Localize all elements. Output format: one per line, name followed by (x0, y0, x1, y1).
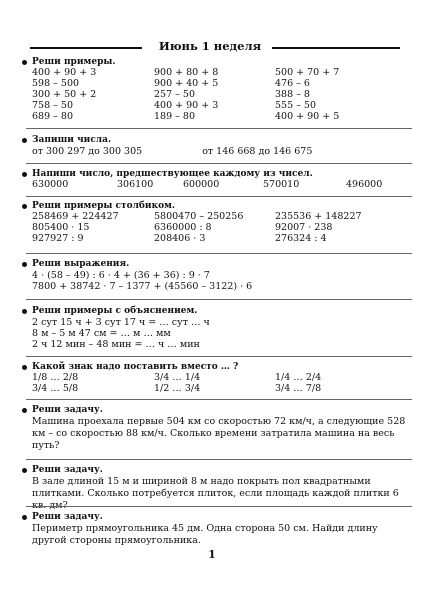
examples-grid (32, 68, 412, 123)
example-cell: 555 – 50 (275, 99, 317, 111)
section-heading: Запиши числа. (32, 135, 112, 145)
section-heading: Реши задачу. (32, 512, 103, 522)
section-divider (26, 399, 412, 400)
section-divider (26, 163, 412, 164)
units-line: 2 ч 12 мин – 48 мин = … ч … мин (32, 339, 200, 350)
fraction-cell: 3/4 … 1/4 (154, 372, 201, 383)
fraction-cell: 3/4 … 7/8 (275, 382, 322, 394)
bullet-icon (22, 468, 27, 473)
example-cell: 598 – 500 (32, 77, 80, 89)
section-expressions (22, 258, 412, 292)
example-cell: 689 – 80 (32, 110, 74, 122)
example-cell: 900 + 80 + 8 (154, 67, 219, 78)
range-line (32, 146, 412, 157)
example-cell: 235536 + 148227 (275, 211, 362, 222)
expression-line: 4 · (58 – 49) : 6 · 4 + (36 + 36) : 9 · 7 (32, 270, 210, 281)
fraction-cell: 1/8 … 2/8 (32, 372, 79, 383)
section-divider (26, 356, 412, 357)
example-cell: 500 + 70 + 7 (275, 67, 340, 78)
number-item: 306100 (117, 179, 154, 190)
section-heading: Реши задачу. (32, 405, 103, 415)
example-cell: 476 – 6 (275, 77, 310, 89)
column-examples-grid (32, 212, 412, 245)
numbers-row (32, 180, 412, 191)
section-compare-signs (22, 361, 412, 395)
bullet-icon (22, 262, 27, 267)
bullet-icon (22, 204, 27, 209)
example-cell: 927927 : 9 (32, 232, 84, 244)
number-item: 496000 (346, 179, 383, 190)
section-heading: Какой знак надо поставить вместо … ? (32, 362, 239, 372)
section-heading: Реши задачу. (32, 465, 103, 475)
problem-text: Периметр прямоугольника 45 дм. Одна сторона 50 см. Найди длину другой стороны прямоугольника. (32, 523, 378, 547)
section-problem-1 (22, 404, 412, 453)
number-item: 630000 (32, 179, 69, 190)
section-write-numbers (22, 134, 412, 157)
bullet-icon (22, 408, 27, 413)
section-divider (26, 253, 412, 254)
section-column-examples (22, 200, 412, 245)
section-divider (26, 128, 412, 129)
example-cell: 92007 · 238 (275, 221, 333, 233)
example-cell: 189 – 80 (154, 110, 196, 122)
section-explained-examples (22, 305, 412, 350)
bullet-icon (22, 172, 27, 177)
problem-text: В зале длиной 15 м и шириной 8 м надо покрыть пол квадратными плитками. Сколько потребуется плиток, если площадь каждой плитки 6 кв. дм? (32, 476, 399, 512)
example-cell: 208406 · 3 (154, 232, 206, 244)
number-item: 570010 (263, 179, 300, 190)
example-cell: 400 + 90 + 3 (32, 67, 97, 78)
page-title: Июнь 1 неделя (158, 39, 262, 53)
example-cell: 5800470 – 250256 (154, 211, 244, 222)
bullet-icon (22, 515, 27, 520)
section-heading: Реши примеры с объяснением. (32, 306, 198, 316)
page-header (30, 40, 400, 54)
bullet-icon (22, 138, 27, 143)
section-divider (26, 506, 412, 507)
units-line: 2 сут 15 ч + 3 сут 17 ч = … сут … ч (32, 317, 210, 328)
header-rule-left (30, 47, 142, 49)
example-cell: 258469 + 224427 (32, 211, 119, 222)
fractions-grid (32, 373, 412, 395)
number-item: 600000 (183, 179, 220, 190)
header-rule-right (272, 47, 400, 49)
example-cell: 400 + 90 + 3 (154, 99, 219, 111)
section-heading: Реши примеры. (32, 57, 116, 67)
section-heading: Напиши число, предшествующее каждому из чисел. (32, 169, 313, 179)
section-preceding-number (22, 168, 412, 191)
section-divider (26, 459, 412, 460)
section-divider (26, 299, 412, 300)
bullet-icon (22, 60, 27, 65)
section-heading: Реши примеры столбиком. (32, 201, 176, 211)
example-cell: 276324 : 4 (275, 232, 327, 244)
example-cell: 805400 · 15 (32, 221, 90, 233)
fraction-cell: 1/4 … 2/4 (275, 372, 322, 383)
section-divider (26, 196, 412, 197)
fraction-cell: 3/4 … 5/8 (32, 382, 79, 394)
fraction-cell: 1/2 … 3/4 (154, 382, 201, 394)
range-item: от 300 297 до 300 305 (32, 146, 143, 157)
range-item: от 146 668 до 146 675 (202, 146, 313, 157)
bullet-icon (22, 365, 27, 370)
example-cell: 257 – 50 (154, 88, 196, 100)
page-number: 1 (208, 548, 216, 561)
expression-line: 7800 + 38742 · 7 – 1377 + (45560 – 3122) · 6 (32, 281, 253, 292)
example-cell: 900 + 40 + 5 (154, 77, 219, 89)
bullet-icon (22, 309, 27, 314)
example-cell: 6360000 : 8 (154, 221, 212, 233)
units-line: 8 м – 5 м 47 см = … м … мм (32, 328, 171, 339)
problem-text: Машина проехала первые 504 км со скоростью 72 км/ч, а следующие 528 км – со скоростью 88 км/ч. Сколько времени затратила машина на весь путь? (32, 416, 406, 452)
section-examples (22, 56, 412, 123)
example-cell: 388 – 8 (275, 88, 310, 100)
section-heading: Реши выражения. (32, 259, 130, 269)
example-cell: 300 + 50 + 2 (32, 88, 97, 100)
example-cell: 400 + 90 + 5 (275, 110, 340, 122)
section-problem-3 (22, 511, 412, 547)
example-cell: 758 – 50 (32, 99, 74, 111)
